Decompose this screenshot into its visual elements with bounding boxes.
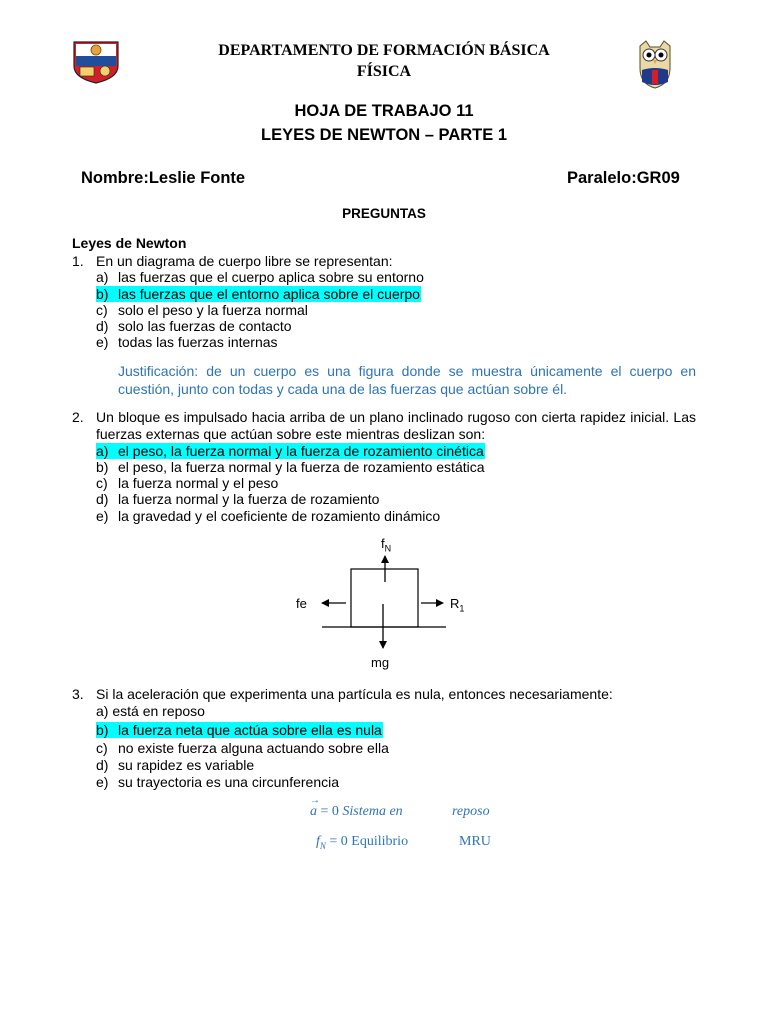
option-text: su trayectoria es una circunferencia (118, 774, 339, 790)
option-item-selected (0, 722, 768, 738)
worksheet-subtitle: LEYES DE NEWTON – PARTE 1 (260, 126, 508, 144)
option-text: la gravedad y el coeficiente de rozamiento dinámico (118, 508, 441, 524)
section-title: PREGUNTAS (342, 206, 426, 221)
option-letter: d) (96, 318, 109, 334)
option-text: la fuerza normal y la fuerza de rozamiento (118, 491, 380, 507)
option-text: está en reposo (112, 703, 205, 719)
question-2-text: Un bloque es impulsado hacia arriba de un plano inclinado rugoso con cierta rapidez inicial. Las fuerzas externas que actúan sobre este mientras deslizan son: (96, 409, 696, 442)
option-letter: b) (96, 459, 109, 475)
equation-acceleration: → a = 0 Sistema en (310, 795, 403, 819)
question-number: 3. (72, 686, 84, 702)
equation-normal-force: $f_N = 0$ Equilibrio (316, 834, 409, 851)
equation-state-rest: reposo (452, 804, 490, 819)
acceleration-vector: → a (310, 795, 320, 819)
subsection-title: Leyes de Newton (72, 235, 187, 251)
question-text: Si la aceleración que experimenta una partícula es nula, entonces necesariamente: (96, 686, 613, 702)
option-text: la fuerza normal y el peso (118, 475, 279, 491)
equation-state-mru: MRU (459, 834, 491, 849)
option-item (0, 740, 768, 756)
normal-force-label: $f_N$ (381, 536, 392, 554)
option-letter: c) (96, 740, 108, 756)
question-number: 1. (72, 253, 84, 269)
option-text: su rapidez es variable (118, 757, 255, 773)
option-letter: d) (96, 757, 109, 773)
option-letter: b) (96, 722, 116, 738)
option-text: el peso, la fuerza normal y la fuerza de rozamiento estática (118, 459, 485, 475)
option-item (0, 774, 768, 790)
option-text-highlighted: el peso, la fuerza normal y la fuerza de rozamiento cinética (118, 443, 484, 459)
option-letter: e) (96, 508, 109, 524)
option-text: no existe fuerza alguna actuando sobre ella (118, 740, 389, 756)
student-name: Nombre:Leslie Fonte (81, 169, 246, 187)
option-letter: a) (96, 443, 116, 459)
option-text: solo el peso y la fuerza normal (118, 302, 308, 318)
option-item (96, 703, 205, 719)
weight-force-label: mg (371, 655, 390, 670)
option-text: las fuerzas que el cuerpo aplica sobre su entorno (118, 269, 424, 285)
friction-force-label: fe (296, 596, 307, 611)
student-paralelo: Paralelo:GR09 (567, 169, 680, 187)
department-name: DEPARTAMENTO DE FORMACIÓN BÁSICA (218, 42, 550, 59)
subject-name: FÍSICA (356, 63, 412, 80)
question-number: 2. (72, 409, 84, 425)
worksheet-title: HOJA DE TRABAJO 11 (294, 102, 474, 120)
option-letter: e) (96, 774, 109, 790)
option-letter: a) (96, 703, 109, 719)
option-text-highlighted: la fuerza neta que actúa sobre ella es nula (118, 722, 382, 738)
option-text-highlighted: las fuerzas que el entorno aplica sobre el cuerpo (118, 286, 420, 302)
applied-force-label: $R_1$ (450, 596, 465, 614)
justification-text: Justificación: de un cuerpo es una figura donde se muestra únicamente el cuerpo en cuestión, junto con todas y cada una de las fuerzas que actúan sobre él. (118, 363, 696, 397)
question-3 (0, 686, 768, 702)
question-text: En un diagrama de cuerpo libre se representan: (96, 253, 393, 269)
option-letter: c) (96, 302, 108, 318)
option-letter: b) (96, 286, 116, 302)
option-letter: c) (96, 475, 108, 491)
option-text: todas las fuerzas internas (118, 334, 278, 350)
option-letter: a) (96, 269, 109, 285)
option-letter: e) (96, 334, 109, 350)
option-letter: d) (96, 491, 109, 507)
option-text: solo las fuerzas de contacto (118, 318, 292, 334)
option-item (0, 757, 768, 773)
